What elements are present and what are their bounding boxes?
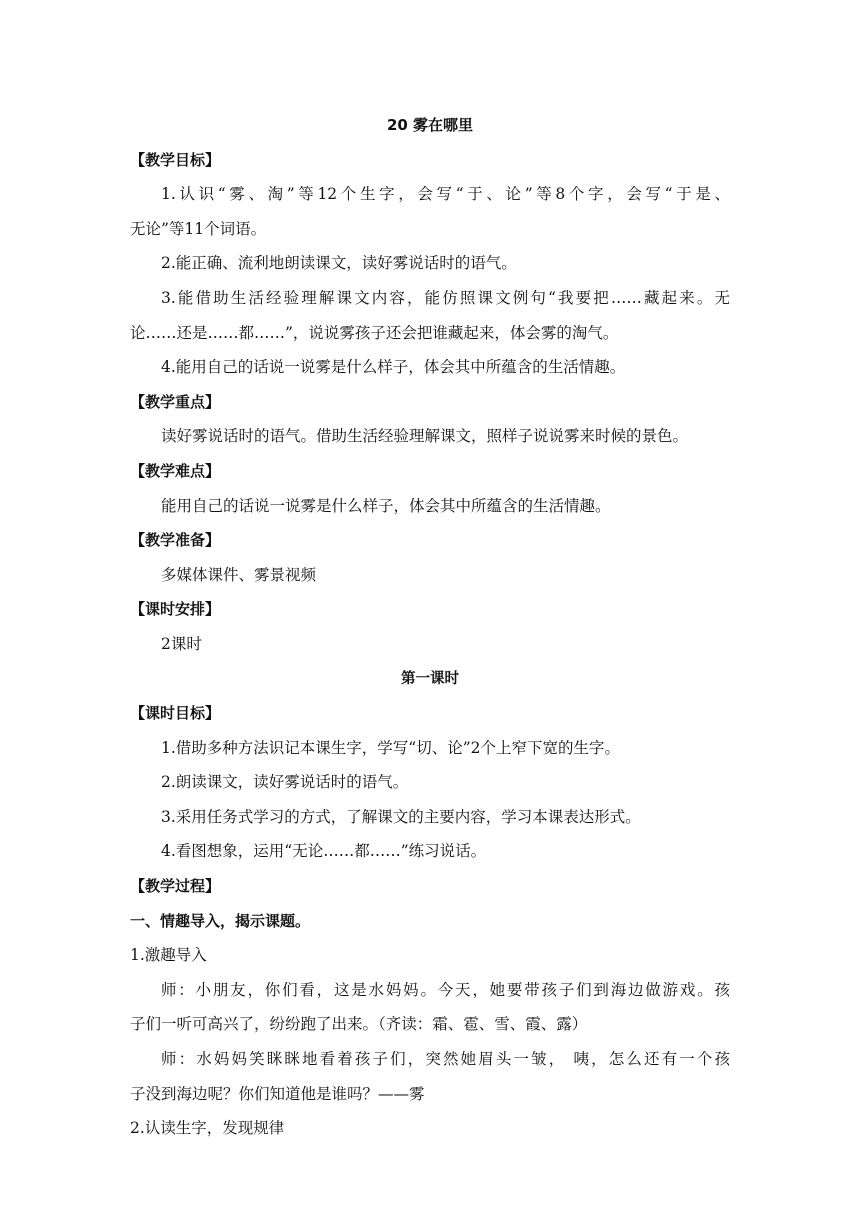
step-1-label: 1.激趣导入 bbox=[130, 946, 207, 965]
preparation-text: 多媒体课件、雾景视频 bbox=[161, 565, 317, 584]
lesson-1-title: 第一课时 bbox=[401, 670, 459, 687]
teacher-dialogue-2-line-2: 子没到海边呢？你们知道他是谁吗？——雾 bbox=[130, 1084, 425, 1103]
step-2-label: 2.认读生字，发现规律 bbox=[130, 1119, 285, 1138]
lesson-objective-2: 2.朗读课文，读好雾说话时的语气。 bbox=[161, 773, 409, 792]
objective-1-line-2: 无论”等11个词语。 bbox=[130, 219, 267, 238]
teacher-dialogue-2-line-1: 师：水妈妈笑眯眯地看着孩子们，突然她眉头一皱， 咦，怎么还有一个孩 bbox=[161, 1050, 730, 1069]
lesson-objective-1: 1.借助多种方法识记本课生字，学写“切、论”2个上窄下宽的生字。 bbox=[161, 738, 621, 757]
objective-3-line-2: 论……还是……都……”，说说雾孩子还会把谁藏起来，体会雾的淘气。 bbox=[130, 323, 619, 342]
difficulty-heading: 【教学难点】 bbox=[130, 461, 221, 480]
preparation-heading: 【教学准备】 bbox=[130, 531, 221, 550]
lesson-objective-4: 4.看图想象，运用“无论……都……”练习说话。 bbox=[161, 842, 487, 861]
document-body bbox=[130, 108, 730, 1146]
objectives-heading: 【教学目标】 bbox=[130, 150, 221, 169]
schedule-text: 2课时 bbox=[161, 634, 202, 653]
teacher-dialogue-1-line-1: 师：小朋友，你们看，这是水妈妈。今天，她要带孩子们到海边做游戏。孩 bbox=[161, 980, 730, 999]
lesson-objectives-heading: 【课时目标】 bbox=[130, 704, 221, 723]
objective-4: 4.能用自己的话说一说雾是什么样子，体会其中所蕴含的生活情趣。 bbox=[161, 358, 626, 377]
teacher-dialogue-1-line-2: 子们一听可高兴了，纷纷跑了出来。（齐读：霜、雹、雪、霞、露） bbox=[130, 1015, 588, 1034]
lesson-objective-3: 3.采用任务式学习的方式，了解课文的主要内容，学习本课表达形式。 bbox=[161, 807, 641, 826]
lesson-title: 20 雾在哪里 bbox=[386, 116, 474, 134]
key-points-heading: 【教学重点】 bbox=[130, 392, 221, 411]
key-points-text: 读好雾说话时的语气。借助生活经验理解课文，照样子说说雾来时候的景色。 bbox=[161, 427, 689, 446]
objective-1-line-1: 1.认识“雾、淘”等12个生字，会写“于、论”等8个字，会写“于是、 bbox=[161, 185, 730, 204]
process-heading: 【教学过程】 bbox=[130, 877, 221, 896]
schedule-heading: 【课时安排】 bbox=[130, 600, 221, 619]
objective-2: 2.能正确、流利地朗读课文，读好雾说话时的语气。 bbox=[161, 254, 517, 273]
objective-3-line-1: 3.能借助生活经验理解课文内容，能仿照课文例句“我要把……藏起来。无 bbox=[161, 288, 730, 307]
section-1-heading: 一、情趣导入，揭示课题。 bbox=[130, 911, 311, 930]
difficulty-text: 能用自己的话说一说雾是什么样子，体会其中所蕴含的生活情趣。 bbox=[161, 496, 611, 515]
